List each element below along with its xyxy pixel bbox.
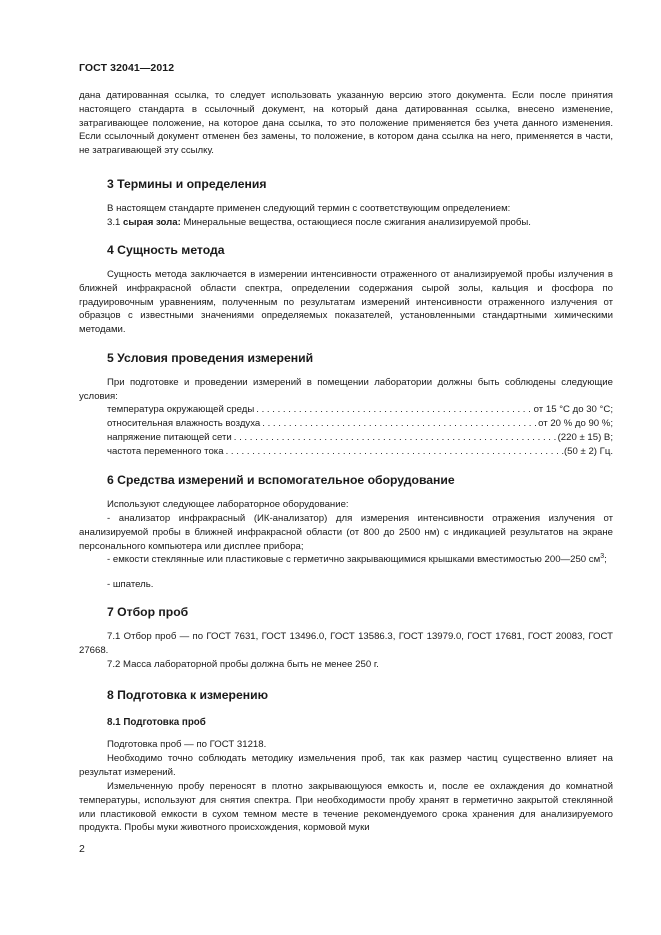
section-8-heading: 8 Подготовка к измерению: [107, 688, 269, 702]
superscript: 3: [600, 553, 605, 560]
section-7-paragraph: 7.2 Масса лабораторной пробы должна быть не менее 250 г.: [107, 659, 379, 670]
condition-name: относительная влажность воздуха: [107, 418, 261, 429]
section-4-paragraph: Сущность метода заключается в измерении интенсивности отраженного от анализируемой пробы излучения в ближней инфракрасной области спектра, определении содержания сырой золы, кальция и фосфора по градуировочным уравнениям, полученным по результатам измерений интенсивности отраженного излучения от образцов с известными значениями определяемых показателей, установленными стандартными химическими методами.: [79, 269, 613, 336]
term-text: Минеральные вещества, остающиеся после сжигания анализируемой пробы.: [180, 217, 531, 228]
equipment-text: - емкости стеклянные или пластиковые с герметично закрывающимися крышками вместимостью 200—250 см: [107, 554, 601, 566]
condition-row: [107, 417, 613, 431]
section-4-heading: 4 Сущность метода: [107, 243, 225, 257]
equipment-text-end: ;: [604, 554, 607, 566]
term-definition: [79, 216, 613, 230]
section-3-paragraph: В настоящем стандарте применен следующий термин с соответствующим определением:: [107, 203, 511, 214]
condition-name: напряжение питающей сети: [107, 432, 232, 443]
section-6-paragraph: Используют следующее лабораторное оборудование:: [107, 499, 349, 510]
condition-value: (220 ± 15) В;: [557, 432, 613, 443]
equipment-item: [79, 550, 613, 567]
condition-row: [107, 431, 613, 445]
page-number: 2: [79, 843, 85, 855]
condition-value: от 15 °С до 30 °С;: [533, 404, 613, 415]
section-7-heading: 7 Отбор проб: [107, 605, 189, 619]
section-8-paragraph: Измельченную пробу переносят в плотно закрывающуюся емкость и, после ее охлаждения до комнатной температуры, используют для снятия спектра. При необходимости пробу хранят в герметично закрытой стеклянной или пластиковой емкости в сухом темном месте в течение рекомендуемого срока хранения для анализируемого продукта. Пробы муки животного происхождения, кормовой муки: [79, 781, 613, 834]
section-7-paragraph: 7.1 Отбор проб — по ГОСТ 7631, ГОСТ 13496.0, ГОСТ 13586.3, ГОСТ 13979.0, ГОСТ 17681, ГОСТ 20083, ГОСТ 27668.: [79, 631, 613, 656]
section-6-heading: 6 Средства измерений и вспомогательное оборудование: [107, 473, 455, 487]
leader-dots: [224, 445, 564, 459]
section-8-paragraph: Подготовка проб — по ГОСТ 31218.: [107, 739, 267, 750]
term-name: сырая зола:: [123, 217, 181, 228]
condition-value: от 20 % до 90 %;: [538, 418, 613, 429]
section-5-heading: 5 Условия проведения измерений: [107, 351, 314, 365]
equipment-item: - шпатель.: [107, 579, 154, 590]
leader-dots: [254, 403, 533, 417]
term-number: 3.1: [107, 217, 124, 228]
document-code-header: ГОСТ 32041—2012: [79, 62, 175, 74]
condition-name: температура окружающей среды: [107, 404, 255, 415]
subsection-heading: 8.1 Подготовка проб: [107, 717, 206, 728]
leader-dots: [260, 417, 538, 431]
condition-row: [107, 403, 613, 417]
condition-name: частота переменного тока: [107, 446, 224, 457]
section-5-paragraph: При подготовке и проведении измерений в помещении лаборатории должны быть соблюдены следующие условия:: [79, 377, 613, 402]
section-3-heading: 3 Термины и определения: [107, 177, 267, 191]
intro-paragraph: дана датированная ссылка, то следует использовать указанную версию этого документа. Если после принятия настоящего стандарта в ссылочный документ, на который дана датированная ссылка, внесено изменение, затрагивающее положение, на которое дана ссылка, то это положение применяется без учета данного изменения. Если ссылочный документ отменен без замены, то положение, в котором дана ссылка на него, применяется в части, не затрагивающей эту ссылку.: [79, 90, 613, 157]
condition-row: [107, 445, 613, 459]
section-8-paragraph: Необходимо точно соблюдать методику измельчения проб, так как размер частиц существенно влияет на результат измерений.: [79, 753, 613, 778]
equipment-item: - анализатор инфракрасный (ИК-анализатор) для измерения интенсивности отражения излучения от анализируемой пробы в ближней инфракрасной области (от 800 до 2500 нм) с индикацией результатов на экране персонального компьютера или дисплее прибора;: [79, 513, 613, 552]
condition-value: (50 ± 2) Гц.: [563, 446, 613, 457]
leader-dots: [232, 431, 558, 445]
